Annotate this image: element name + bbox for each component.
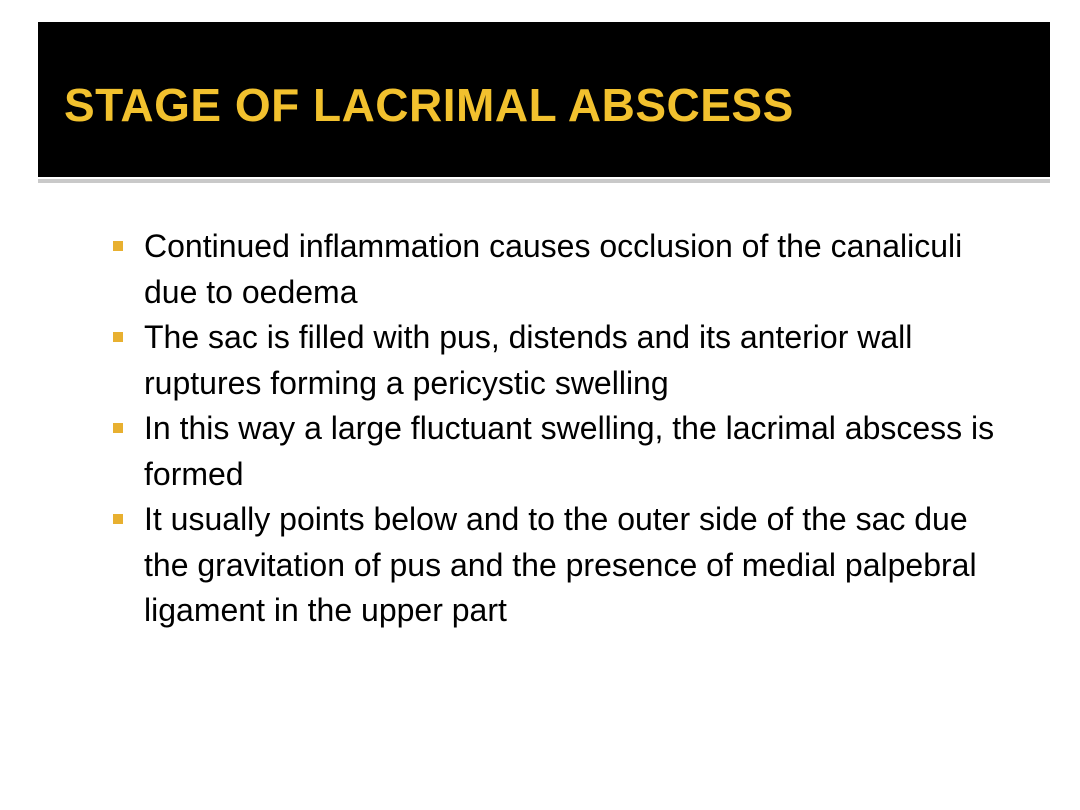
bullet-item bbox=[104, 224, 1004, 315]
slide-title: STAGE OF LACRIMAL ABSCESS bbox=[64, 79, 794, 131]
square-bullet-icon bbox=[113, 514, 123, 524]
square-bullet-icon bbox=[113, 423, 123, 433]
bullet-text: In this way a large fluctuant swelling, the lacrimal abscess is formed bbox=[144, 410, 995, 492]
bullet-item bbox=[104, 315, 1004, 406]
bullet-text: Continued inflammation causes occlusion of the canaliculi due to oedema bbox=[144, 228, 963, 310]
square-bullet-icon bbox=[113, 241, 123, 251]
bullet-list bbox=[104, 224, 1004, 634]
bullet-text: The sac is filled with pus, distends and its anterior wall ruptures forming a pericystic swelling bbox=[144, 319, 913, 401]
bullet-item bbox=[104, 497, 1004, 634]
title-divider bbox=[38, 179, 1050, 183]
bullet-text: It usually points below and to the outer side of the sac due the gravitation of pus and the presence of medial palpebral ligament in the upper part bbox=[144, 501, 977, 628]
square-bullet-icon bbox=[113, 332, 123, 342]
bullet-item bbox=[104, 406, 1004, 497]
